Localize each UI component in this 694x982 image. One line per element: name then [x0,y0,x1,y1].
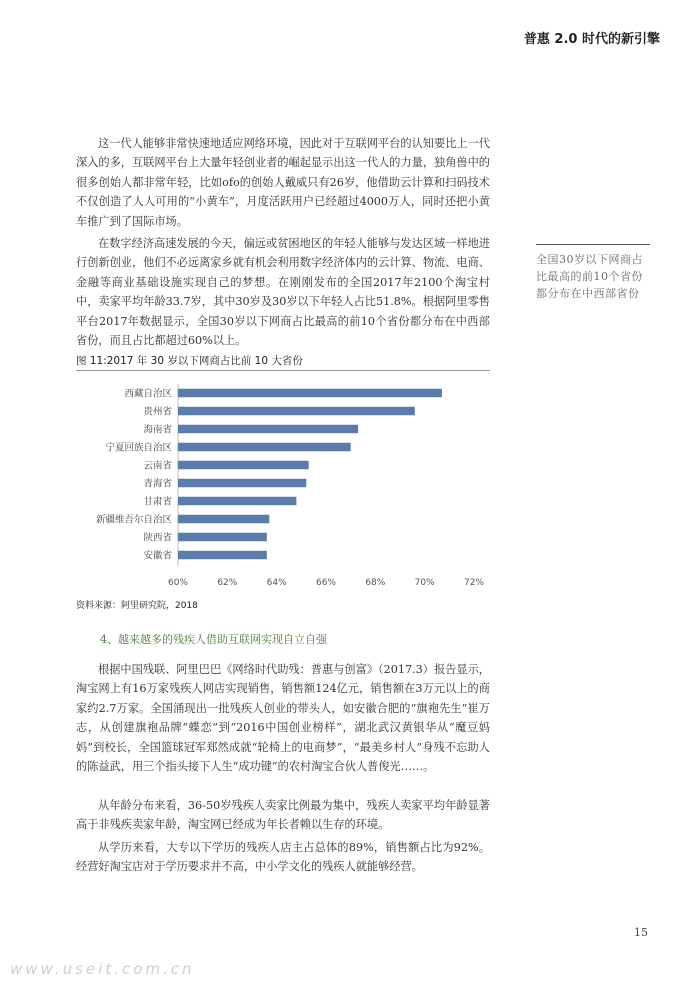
bar [178,551,267,560]
category-label: 西藏自治区 [124,388,172,400]
x-tick-label: 68% [365,578,386,588]
category-label: 陕西省 [143,532,172,544]
bar [178,497,296,506]
figure-rule [76,370,490,371]
category-label: 贵州省 [143,406,172,418]
section-heading: 4、越来越多的残疾人借助互联网实现自立自强 [100,633,327,646]
category-label: 新疆维吾尔自治区 [95,514,172,526]
bar [178,443,351,452]
page-number: 15 [634,926,648,939]
bar [178,389,442,398]
x-tick-label: 62% [217,578,238,588]
bar [178,515,269,524]
bar [178,461,309,470]
category-label: 安徽省 [143,550,172,562]
x-tick-label: 64% [266,578,287,588]
paragraph-5: 从学历来看，大专以下学历的残疾人店主占总体的89%，销售额占比为92%。经营好淘宝店对于学历要求并不高，中小学文化的残疾人就能够经营。 [76,841,490,874]
category-label: 云南省 [143,460,172,472]
category-label: 宁夏回族自治区 [105,442,172,454]
paragraph-2: 在数字经济高速发展的今天，偏远或贫困地区的年轻人能够与发达区域一样地进行创新创业，他们不必远离家乡就有机会利用数字经济体内的云计算、物流、电商、金融等商业基础设施实现自己的梦想。在刚刚发布的全国2017年2100个淘宝村中，卖家平均年龄33.7岁，其中30岁及30岁以下年轻人占比51.8%。根据阿里零售平台2017年数据显示，全国30岁以下网商占比最高的前10个省份都分布在中西部省份，而且占比都超过60%以上。 [76,237,490,348]
watermark: www.useit.com.cn [10,960,195,978]
x-tick-label: 70% [414,578,435,588]
category-label: 海南省 [143,424,172,436]
x-tick-label: 60% [167,578,189,588]
header-title: 普惠 2.0 时代的新引擎 [523,32,660,47]
bar [178,425,358,434]
paragraph-3: 根据中国残联、阿里巴巴《网络时代助残：普惠与创富》（2017.3）报告显示，淘宝网上有16万家残疾人网店实现销售，销售额124亿元，销售额在3万元以上的商家约2.7万家。全国涌现出一批残疾人创业的带头人，如安徽合肥的“旗袍先生”崔万志，从创建旗袍品牌“蝶恋”到“2016中国创业榜样”，湖北武汉黄银华从“魔豆妈妈”到校长，全国篮球冠军郑然成就“轮椅上的电商梦”，“最美乡村人”身残不忘助人的陈益武，用三个指头接下人生“成功键”的农村淘宝合伙人普俊光……。 [76,663,490,774]
bar [178,479,306,488]
bar [178,407,415,416]
sidebar-quote: 全国30岁以下网商占比最高的前10个省份都分布在中西部省份 [536,244,650,302]
paragraph-4: 从年龄分布来看，36-50岁残疾人卖家比例最为集中，残疾人卖家平均年龄显著高于非残疾卖家年龄，淘宝网已经成为年长者赖以生存的环境。 [76,799,490,832]
bar [178,533,267,542]
figure-source: 资料来源：阿里研究院，2018 [76,601,198,611]
x-tick-label: 72% [463,578,485,588]
bar-chart [76,378,490,588]
category-label: 甘肃省 [143,496,172,508]
x-tick-label: 66% [315,578,337,588]
figure-title: 图 11:2017 年 30 岁以下网商占比前 10 大省份 [76,355,303,367]
paragraph-1: 这一代人能够非常快速地适应网络环境，因此对于互联网平台的认知要比上一代深入的多，互联网平台上大量年轻创业者的崛起显示出这一代人的力量，独角兽中的很多创始人都非常年轻，比如ofo的创始人戴威只有26岁，他借助云计算和扫码技术不仅创造了人人可用的“小黄车”，月度活跃用户已经超过4000万人，同时还把小黄车推广到了国际市场。 [76,137,490,228]
category-label: 青海省 [143,478,172,490]
